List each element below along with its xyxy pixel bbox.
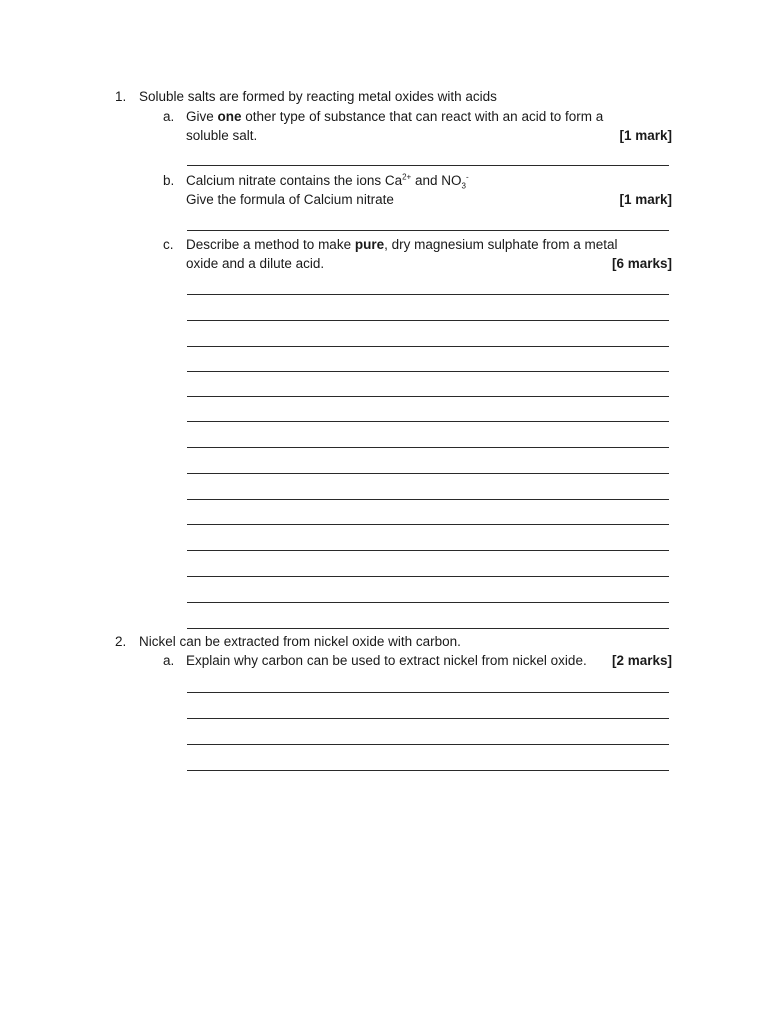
question-1b-label: b. [163, 173, 175, 188]
answer-line-1c[interactable] [187, 346, 669, 347]
answer-line-1c[interactable] [187, 396, 669, 397]
answer-line-1c[interactable] [187, 602, 669, 603]
answer-line-1c[interactable] [187, 550, 669, 551]
answer-line-1b[interactable] [187, 230, 669, 231]
question-2-text: Nickel can be extracted from nickel oxide with carbon. [139, 634, 461, 649]
answer-line-1c[interactable] [187, 499, 669, 500]
answer-line-2a[interactable] [187, 770, 669, 771]
nitrate-ion-charge: - [465, 172, 469, 182]
calcium-ion-charge: 2+ [402, 172, 412, 182]
question-1a-text: Give one other type of substance that can react with an acid to form a [186, 109, 604, 124]
question-1c-emphasis: pure [354, 237, 385, 252]
answer-line-2a[interactable] [187, 718, 669, 719]
question-1b-text: Calcium nitrate contains the ions $Ca^{2+}$ and $NO_3^-$ [186, 172, 469, 191]
question-2a-text: Explain why carbon can be used to extract nickel from nickel oxide. [186, 653, 587, 668]
answer-line-1a[interactable] [187, 165, 669, 166]
nitrate-subscript: 3 [461, 181, 466, 191]
answer-line-1c[interactable] [187, 320, 669, 321]
question-1c-text: Describe a method to make pure, dry magnesium sulphate from a metal [186, 237, 618, 252]
question-1b-text-line2: Give the formula of Calcium nitrate [186, 192, 394, 207]
question-1-text: Soluble salts are formed by reacting metal oxides with acids [139, 89, 497, 104]
question-1a-marks: [1 mark] [619, 128, 672, 143]
question-2a-label: a. [163, 653, 175, 668]
question-2-number: 2. [115, 634, 127, 649]
question-1a-text-line2: soluble salt. [186, 128, 258, 143]
answer-line-1c[interactable] [187, 421, 669, 422]
answer-line-1c[interactable] [187, 524, 669, 525]
question-1c-marks: [6 marks] [611, 256, 672, 271]
answer-line-1c[interactable] [187, 576, 669, 577]
question-1c-label: c. [163, 237, 174, 252]
answer-line-1c[interactable] [187, 473, 669, 474]
question-1b-marks: [1 mark] [619, 192, 672, 207]
question-1c-text-line2: oxide and a dilute acid. [186, 256, 325, 271]
question-1a-label: a. [163, 109, 175, 124]
question-2a-marks: [2 marks] [611, 653, 672, 668]
answer-line-1c[interactable] [187, 294, 669, 295]
answer-line-1c[interactable] [187, 371, 669, 372]
answer-line-2a[interactable] [187, 744, 669, 745]
answer-line-1c[interactable] [187, 628, 669, 629]
question-1a-emphasis: one [217, 109, 242, 124]
answer-line-1c[interactable] [187, 447, 669, 448]
answer-line-2a[interactable] [187, 692, 669, 693]
question-1-number: 1. [115, 89, 127, 104]
